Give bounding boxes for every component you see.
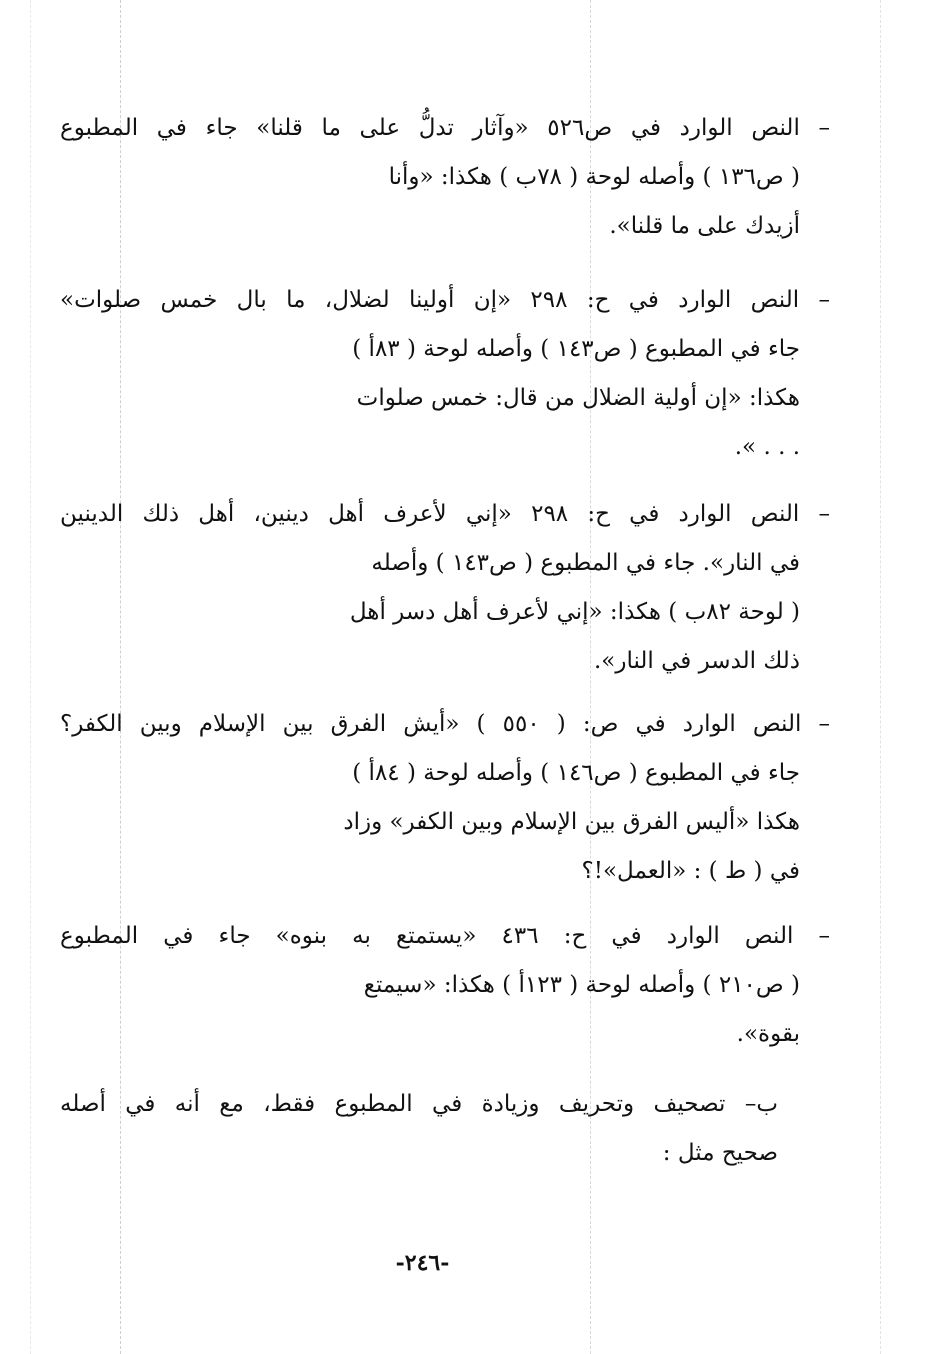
section-b-line-2: صحيح مثل :	[662, 1140, 778, 1166]
scan-guide-line	[880, 0, 881, 1354]
entry-4	[60, 700, 830, 896]
entry-5-line-3: بقوة».	[736, 1021, 800, 1047]
entry-2-line-3: هكذا: «إن أولية الضلال من قال: خمس صلوات	[356, 385, 800, 411]
entry-3-line-3: ( لوحة ٨٢ب ) هكذا: «إني لأعرف أهل دسر أهل	[349, 599, 800, 625]
entry-1-line-2: ( ص١٣٦ ) وأصله لوحة ( ٧٨ب ) هكذا: «وأنا	[388, 164, 800, 190]
entry-3-line-1: – النص الوارد في ح: ٢٩٨ «إني لأعرف أهل دينين، أهل ذلك الدينين	[60, 501, 830, 527]
entry-5-line-2: ( ص٢١٠ ) وأصله لوحة ( ١٢٣أ ) هكذا: «سيمتع	[363, 972, 800, 998]
entry-5-line-1: – النص الوارد في ح: ٤٣٦ «يستمتع به بنوه» جاء في المطبوع	[60, 923, 830, 949]
entry-4-line-4: في ( ط ) : «العمل»!؟	[581, 858, 800, 884]
entry-3-line-4: ذلك الدسر في النار».	[593, 648, 800, 674]
entry-4-line-2: جاء في المطبوع ( ص١٤٦ ) وأصله لوحة ( ٨٤أ )	[352, 760, 800, 786]
scan-guide-line	[30, 0, 31, 1354]
entry-1-line-1: – النص الوارد في ص٥٢٦ «وآثار تدلُّ على ما قلنا» جاء في المطبوع	[60, 115, 830, 141]
page-number: -٢٤٦-	[395, 1250, 450, 1276]
entry-4-line-1: – النص الوارد في ص: ( ٥٥٠ ) «أيش الفرق بين الإسلام وبين الكفر؟	[60, 711, 830, 737]
entry-3-line-2: في النار». جاء في المطبوع ( ص١٤٣ ) وأصله	[371, 550, 800, 576]
entry-4-line-3: هكذا «أليس الفرق بين الإسلام وبين الكفر» وزاد	[343, 809, 800, 835]
entry-2-line-4: . . . ».	[734, 434, 800, 460]
entry-2-line-2: جاء في المطبوع ( ص١٤٣ ) وأصله لوحة ( ٨٣أ )	[352, 336, 800, 362]
entry-2	[60, 276, 830, 472]
entry-1-line-3: أزيدك على ما قلنا».	[609, 213, 800, 239]
section-b	[60, 1080, 778, 1178]
entry-5	[60, 912, 830, 1059]
section-b-line-1: ب– تصحيف وتحريف وزيادة في المطبوع فقط، مع أنه في أصله	[60, 1091, 778, 1117]
entry-2-line-1: – النص الوارد في ح: ٢٩٨ «إن أولينا لضلال، ما بال خمس صلوات»	[60, 287, 830, 313]
entry-1	[60, 104, 830, 251]
entry-3	[60, 490, 830, 686]
